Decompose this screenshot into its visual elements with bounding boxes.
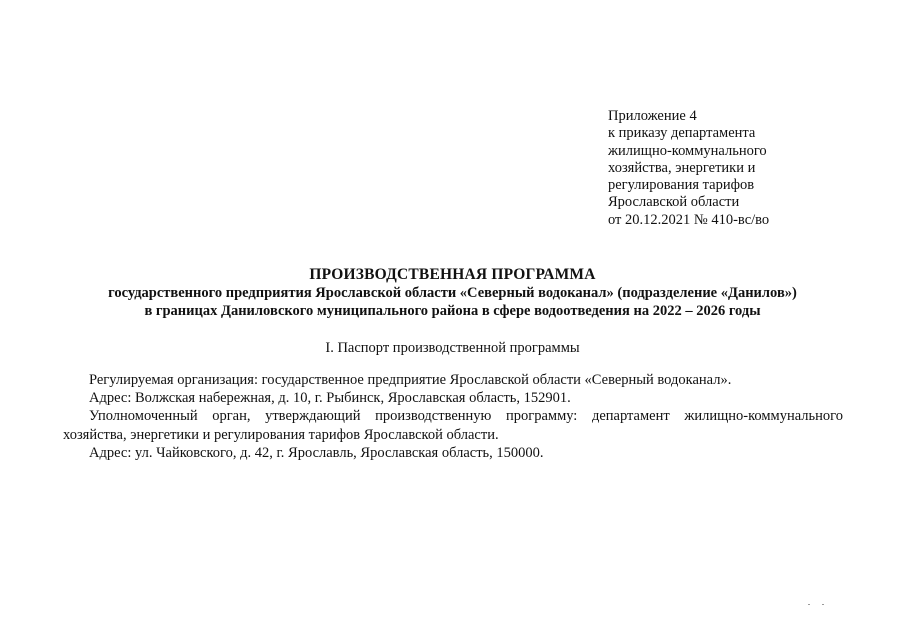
document-subtitle-org: государственного предприятия Ярославской области «Северный водоканал» (подразделение «Данилов») bbox=[108, 285, 797, 301]
section-heading: I. Паспорт производственной программы bbox=[325, 340, 580, 356]
document-subtitle-scope: в границах Даниловского муниципального района в сфере водоотведения на 2022 – 2026 годы bbox=[144, 303, 761, 319]
appendix-line-number: Приложение 4 bbox=[608, 108, 697, 124]
passport-body bbox=[63, 371, 843, 462]
scan-artifact bbox=[808, 604, 810, 605]
authorized-body-address-text: Адрес: ул. Чайковского, д. 42, г. Ярославль, Ярославская область, 150000. bbox=[89, 444, 544, 461]
scan-artifact bbox=[822, 604, 824, 605]
appendix-line-order-ref: к приказу департамента bbox=[608, 125, 756, 142]
appendix-line-date-number: от 20.12.2021 № 410-вс/во bbox=[608, 211, 770, 228]
appendix-block bbox=[608, 108, 878, 229]
appendix-line-housing: жилищно-коммунального bbox=[608, 142, 767, 159]
organization-address-text: Адрес: Волжская набережная, д. 10, г. Рыбинск, Ярославская область, 152901. bbox=[89, 390, 571, 407]
authorized-body-text: Уполномоченный орган, утверждающий производственную программу: департамент жилищно-коммунального хозяйства, энергетики и регулирования тарифов Ярославской области. bbox=[63, 408, 843, 443]
appendix-line-region: Ярославской области bbox=[608, 194, 740, 211]
appendix-line-tariffs: регулирования тарифов bbox=[608, 177, 755, 194]
regulated-organization-text: Регулируемая организация: государственное предприятие Ярославской области «Северный водоканал». bbox=[89, 372, 732, 388]
appendix-line-energy: хозяйства, энергетики и bbox=[608, 159, 756, 176]
document-title: ПРОИЗВОДСТВЕННАЯ ПРОГРАММА bbox=[309, 266, 596, 283]
document-title-block bbox=[60, 265, 845, 320]
